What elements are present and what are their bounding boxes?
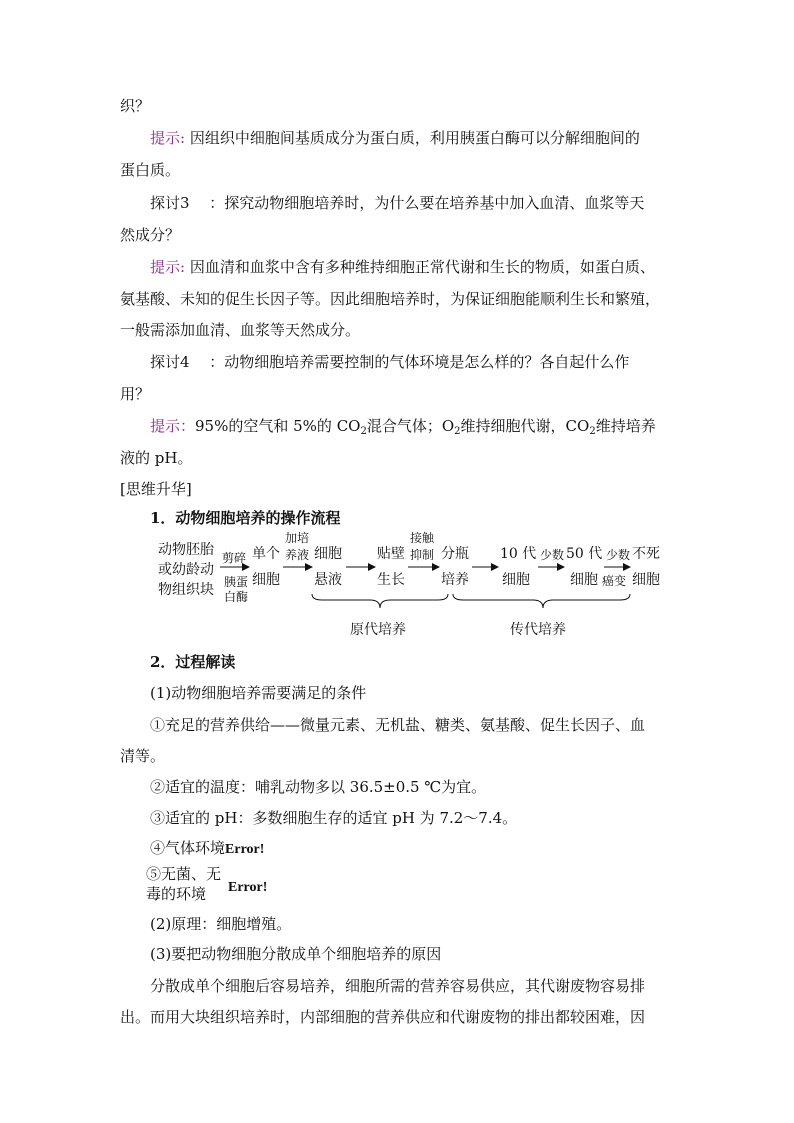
flow-single-2: 细胞 <box>252 572 280 588</box>
line-12: 液的 pH。 <box>120 449 193 467</box>
flow-start-3: 物组织块 <box>158 582 214 598</box>
flow-gen10-2: 细胞 <box>502 572 530 588</box>
hint-label: 提示: <box>150 129 186 147</box>
condition-5-error: Error! <box>228 880 268 895</box>
hint-label: 提示： <box>150 417 196 435</box>
flow-single-1: 单个 <box>252 546 280 562</box>
condition-3: ③适宜的 pH：多数细胞生存的适宜 pH 为 7.2～7.4。 <box>150 809 518 827</box>
flow-diagram <box>150 528 690 643</box>
subheading-2: (2)原理：细胞增殖。 <box>150 915 292 933</box>
flow-gen50-2: 细胞 <box>570 572 598 588</box>
condition-4: ④气体环境Error! <box>150 839 265 857</box>
flow-start-1: 动物胚胎 <box>158 542 214 558</box>
flow-gen10-1: 10 代 <box>500 546 537 562</box>
line-3: 蛋白质。 <box>120 161 181 179</box>
subheading-1: (1)动物细胞培养需要满足的条件 <box>150 684 367 702</box>
flow-split-2: 培养 <box>441 572 469 588</box>
flow-start-2: 或幼龄动 <box>158 562 214 578</box>
line-1: 织？ <box>120 97 151 115</box>
subculture-brace <box>453 594 630 608</box>
primary-brace <box>312 594 448 608</box>
flow-adhere-2: 生长 <box>377 572 405 588</box>
flow-immortal-2: 细胞 <box>632 572 660 588</box>
paragraph-line-2: 出。而用大块组织培养时，内部细胞的营养供应和代谢废物的排出都较困难，因 <box>120 1008 646 1026</box>
hint-1: 提示: 因组织中细胞间基质成分为蛋白质，利用胰蛋白酶可以分解细胞间的 <box>150 129 640 147</box>
question-4: 探讨4 ：动物细胞培养需要控制的气体环境是怎么样的？各自起什么作 <box>150 353 630 371</box>
flow-add-2: 养液 <box>285 548 310 562</box>
flow-cancer-label: 癌变 <box>602 574 627 588</box>
flow-trypsin-2: 白酶 <box>224 590 249 604</box>
paragraph-line-1: 分散成单个细胞后容易培养，细胞所需的营养容易供应，其代谢废物容易排 <box>150 977 646 995</box>
hint-2: 提示: 因血清和血浆中含有多种维持细胞正常代谢和生长的物质，如蛋白质、 <box>150 258 655 276</box>
hint-label: 提示: <box>150 258 186 276</box>
line-18: 清等。 <box>120 747 166 765</box>
question-3: 探讨3 ：探究动物细胞培养时，为什么要在培养基中加入血清、血浆等天 <box>150 194 645 212</box>
flow-add-1: 加培 <box>285 531 310 545</box>
section-heading: [思维升华] <box>120 480 192 498</box>
error-text: Error! <box>225 842 265 857</box>
condition-1: ①充足的营养供给——微量元素、无机盐、糖类、氨基酸、促生长因子、血 <box>150 716 646 734</box>
flow-few-1: 少数 <box>540 548 565 562</box>
section-2-title: 2．过程解读 <box>150 653 236 671</box>
flow-suspension-2: 悬液 <box>314 572 342 588</box>
line-10: 用？ <box>120 385 151 403</box>
flow-gen50-1: 50 代 <box>566 546 603 562</box>
condition-5a: ⑤无菌、无 <box>146 865 222 883</box>
flow-contact-1: 接触 <box>410 531 435 545</box>
flow-trypsin-1: 胰蛋 <box>224 575 249 589</box>
flow-contact-2: 抑制 <box>410 548 435 562</box>
flow-split-1: 分瓶 <box>441 546 469 562</box>
line-5: 然成分？ <box>120 226 181 244</box>
flow-cut-label: 剪碎 <box>222 551 247 565</box>
condition-2: ②适宜的温度：哺乳动物多以 36.5±0.5 ℃为宜。 <box>150 778 487 796</box>
flow-adhere-1: 贴壁 <box>377 546 405 562</box>
flow-subculture-label: 传代培养 <box>510 622 566 638</box>
condition-5b: 毒的环境 <box>146 885 207 903</box>
flow-immortal-1: 不死 <box>632 546 660 562</box>
flow-primary-label: 原代培养 <box>350 622 406 638</box>
flow-suspension-1: 细胞 <box>314 546 342 562</box>
line-7: 氨基酸、未知的促生长因子等。因此细胞培养时，为保证细胞能顺利生长和繁殖， <box>120 290 661 308</box>
flow-title: 1．动物细胞培养的操作流程 <box>150 509 341 527</box>
subheading-3: (3)要把动物细胞分散成单个细胞培养的原因 <box>150 945 442 963</box>
line-8: 一般需添加血清、血浆等天然成分。 <box>120 321 361 339</box>
hint-3: 提示：95%的空气和 5%的 $CO_2$混合气体；$O_2$维持细胞代谢，$CO_2$维持培养 <box>150 417 656 437</box>
flow-few-2: 少数 <box>606 548 631 562</box>
